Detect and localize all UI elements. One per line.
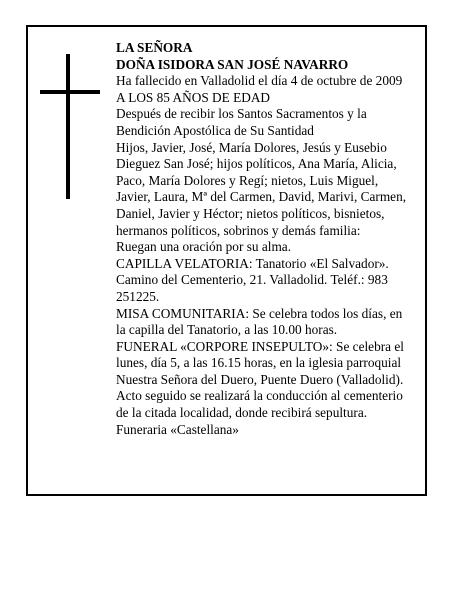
notice-line: Hijos, Javier, José, María Dolores, Jesús y Eusebio (116, 139, 387, 155)
notice-line: MISA COMUNITARIA: Se celebra todos los días, en (116, 305, 403, 321)
notice-line: Dieguez San José; hijos políticos, Ana María, Alicia, (116, 156, 397, 172)
notice-text (116, 40, 416, 438)
notice-line: Bendición Apostólica de Su Santidad (116, 122, 314, 138)
notice-line: CAPILLA VELATORIA: Tanatorio «El Salvador». (116, 255, 389, 271)
notice-line: 251225. (116, 288, 160, 304)
notice-line: Nuestra Señora del Duero, Puente Duero (Valladolid). (116, 371, 404, 387)
deceased-name: DOÑA ISIDORA SAN JOSÉ NAVARRO (116, 56, 349, 72)
obituary-notice (26, 25, 427, 496)
notice-line: de la citada localidad, donde recibirá sepultura. (116, 405, 368, 421)
notice-line: Camino del Cementerio, 21. Valladolid. Teléf.: 983 (116, 272, 388, 288)
notice-line: Javier, Laura, Mª del Carmen, David, Marivi, Carmen, (116, 189, 407, 205)
notice-line: Paco, María Dolores y Regí; nietos, Luis Miguel, (116, 172, 379, 188)
notice-line: Funeraria «Castellana» (116, 421, 239, 437)
notice-line: Ruegan una oración por su alma. (116, 239, 292, 255)
notice-line: FUNERAL «CORPORE INSEPULTO»: Se celebra el (116, 338, 404, 354)
notice-title: LA SEÑORA (116, 40, 193, 55)
notice-line: Después de recibir los Santos Sacramentos y la (116, 106, 367, 122)
cross-icon (40, 54, 100, 199)
notice-line: la capilla del Tanatorio, a las 10.00 horas. (116, 322, 338, 338)
notice-line: Ha fallecido en Valladolid el día 4 de octubre de 2009 (116, 73, 403, 89)
notice-line: lunes, día 5, a las 16.15 horas, en la iglesia parroquial (116, 355, 402, 371)
notice-line: Daniel, Javier y Héctor; nietos políticos, bisnietos, (116, 205, 385, 221)
notice-line: A LOS 85 AÑOS DE EDAD (116, 89, 271, 105)
notice-line: Acto seguido se realizará la conducción al cementerio (116, 388, 403, 404)
notice-line: hermanos políticos, sobrinos y demás familia: (116, 222, 361, 238)
